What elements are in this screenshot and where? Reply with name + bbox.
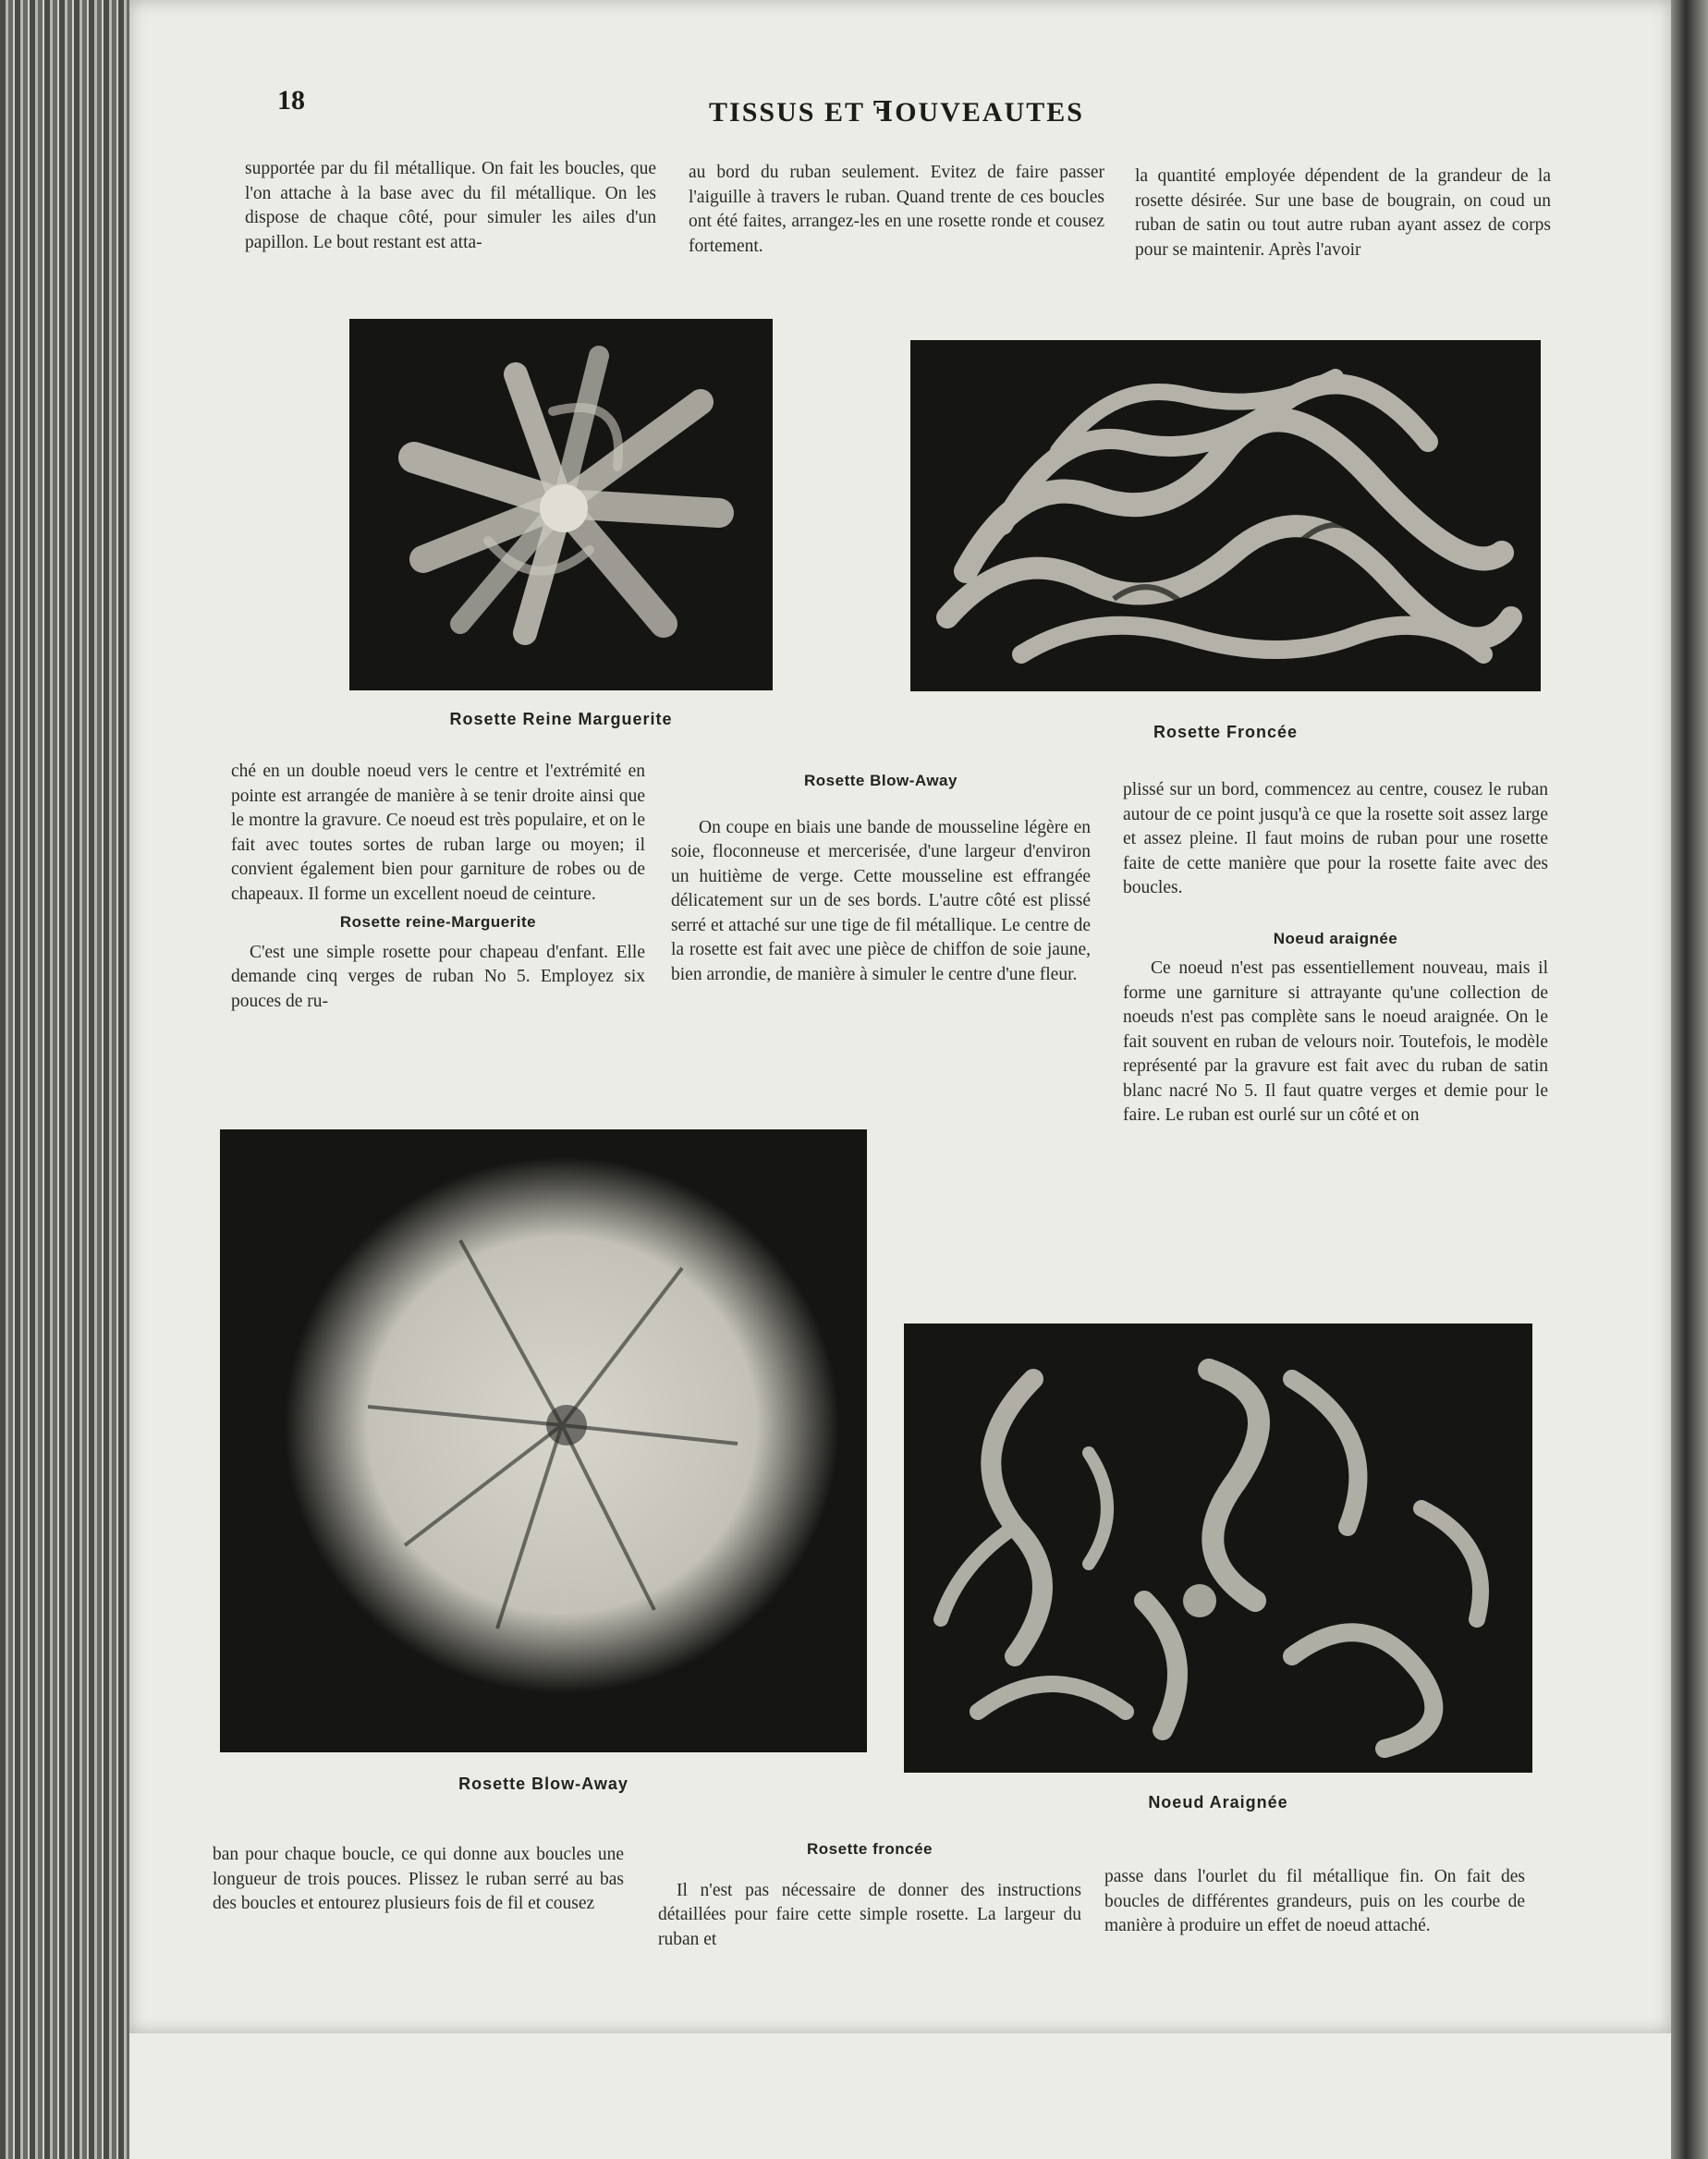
photo-rosette-reine-marguerite xyxy=(349,319,773,690)
section-heading: Rosette froncée xyxy=(807,1840,933,1858)
paragraph: ché en un double noeud vers le centre et l'extrémité en pointe est arrangée de manière à se tenir droite ainsi que le montre la gravure. Ce noeud est très populaire, et on le fait avec toutes sortes de ruban large ou moyen; il convient également bien pour garniture de robes ou de chapeaux. Il forme un excellent noeud de ceinture. xyxy=(231,762,645,904)
text-column-middle-1 xyxy=(231,760,645,1014)
text-column-bottom-3 xyxy=(1104,1865,1525,1939)
text-column-top-1 xyxy=(245,157,656,255)
figure-caption-3: Rosette Blow-Away xyxy=(458,1775,628,1793)
photo-rosette-froncee xyxy=(910,340,1541,691)
text-column-top-2 xyxy=(689,161,1104,259)
paragraph: C'est une simple rosette pour chapeau d'enfant. Elle demande cinq verges de ruban No 5. Employez six pouces de ru- xyxy=(231,942,645,1011)
paragraph: On coupe en biais une bande de mousseline légère en soie, floconneuse et mercerisée, d'une largeur d'environ un huitième de verge. Cette mousseline est effrangée délicatement sur un de ses bords. L'autre côté est plissé serré et attaché sur une tige de fil métallique. Le centre de la rosette est fait avec une pièce de chiffon de soie jaune, bien arrondie, de manière à simuler le centre d'une fleur. xyxy=(671,817,1091,984)
figure-caption-2: Rosette Froncée xyxy=(1153,723,1299,741)
page-number: 18 xyxy=(277,85,305,116)
paragraph: au bord du ruban seulement. Evitez de faire passer l'aiguille à travers le ruban. Quand trente de ces boucles ont été faites, arrangez-les en une rosette ronde et cousez fortement. xyxy=(689,163,1104,256)
paragraph: ban pour chaque boucle, ce qui donne aux boucles une longueur de trois pouces. Plissez le ruban serré au bas des boucles et entourez plusieurs fois de fil et cousez xyxy=(213,1845,624,1913)
section-heading: Rosette reine-Marguerite xyxy=(339,913,537,931)
text-column-top-3 xyxy=(1135,165,1551,262)
paragraph: plissé sur un bord, commencez au centre, cousez le ruban autour de ce point jusqu'à ce que la rosette soit assez large et assez pleine. Il faut moins de ruban pour une rosette faite de cette manière que pour la rosette faite avec des boucles. xyxy=(1123,780,1548,897)
running-head: TISSUS ET ꟻOUVEAUTES xyxy=(709,97,1084,128)
book-page-edges xyxy=(0,0,139,2159)
section-heading: Noeud araignée xyxy=(1273,929,1398,947)
photo-rosette-blow-away xyxy=(220,1129,867,1752)
text-column-middle-3 xyxy=(1123,778,1548,1128)
book-binding-edge xyxy=(1671,0,1708,2159)
paragraph: la quantité employée dépendent de la grandeur de la rosette désirée. Sur une base de bougrain, on coud un ruban de satin ou tout autre ruban ayant assez de corps pour se maintenir. Après l'avoir xyxy=(1135,166,1551,260)
figure-caption-1: Rosette Reine Marguerite xyxy=(449,710,673,728)
paragraph: supportée par du fil métallique. On fait les boucles, que l'on attache à la base avec du fil métallique. On les dispose de chaque côté, pour simuler les ailes d'un papillon. Le bout restant est atta- xyxy=(245,159,656,252)
text-column-bottom-1 xyxy=(213,1843,624,1917)
section-heading: Rosette Blow-Away xyxy=(804,772,958,789)
figure-caption-4: Noeud Araignée xyxy=(1148,1793,1288,1811)
text-column-middle-2 xyxy=(671,765,1091,987)
page-bottom-margin xyxy=(129,2033,1671,2159)
text-column-bottom-2 xyxy=(658,1834,1081,1952)
paragraph: passe dans l'ourlet du fil métallique fin. On fait des boucles de différentes grandeurs, puis on les courbe de manière à produire un effet de noeud attaché. xyxy=(1104,1867,1525,1935)
paragraph: Il n'est pas nécessaire de donner des instructions détaillées pour faire cette simple rosette. La largeur du ruban et xyxy=(658,1880,1081,1949)
paragraph: Ce noeud n'est pas essentiellement nouveau, mais il forme une garniture si attrayante qu'une collection de noeuds n'est pas complète sans le noeud araignée. On le fait souvent en ruban de velours noir. Toutefois, le modèle représenté par la gravure est fait avec du ruban de satin blanc nacré No 5. Il faut quatre verges et demie pour le faire. Le ruban est ourlé sur un côté et on xyxy=(1123,958,1548,1125)
photo-noeud-araignee xyxy=(904,1323,1532,1773)
